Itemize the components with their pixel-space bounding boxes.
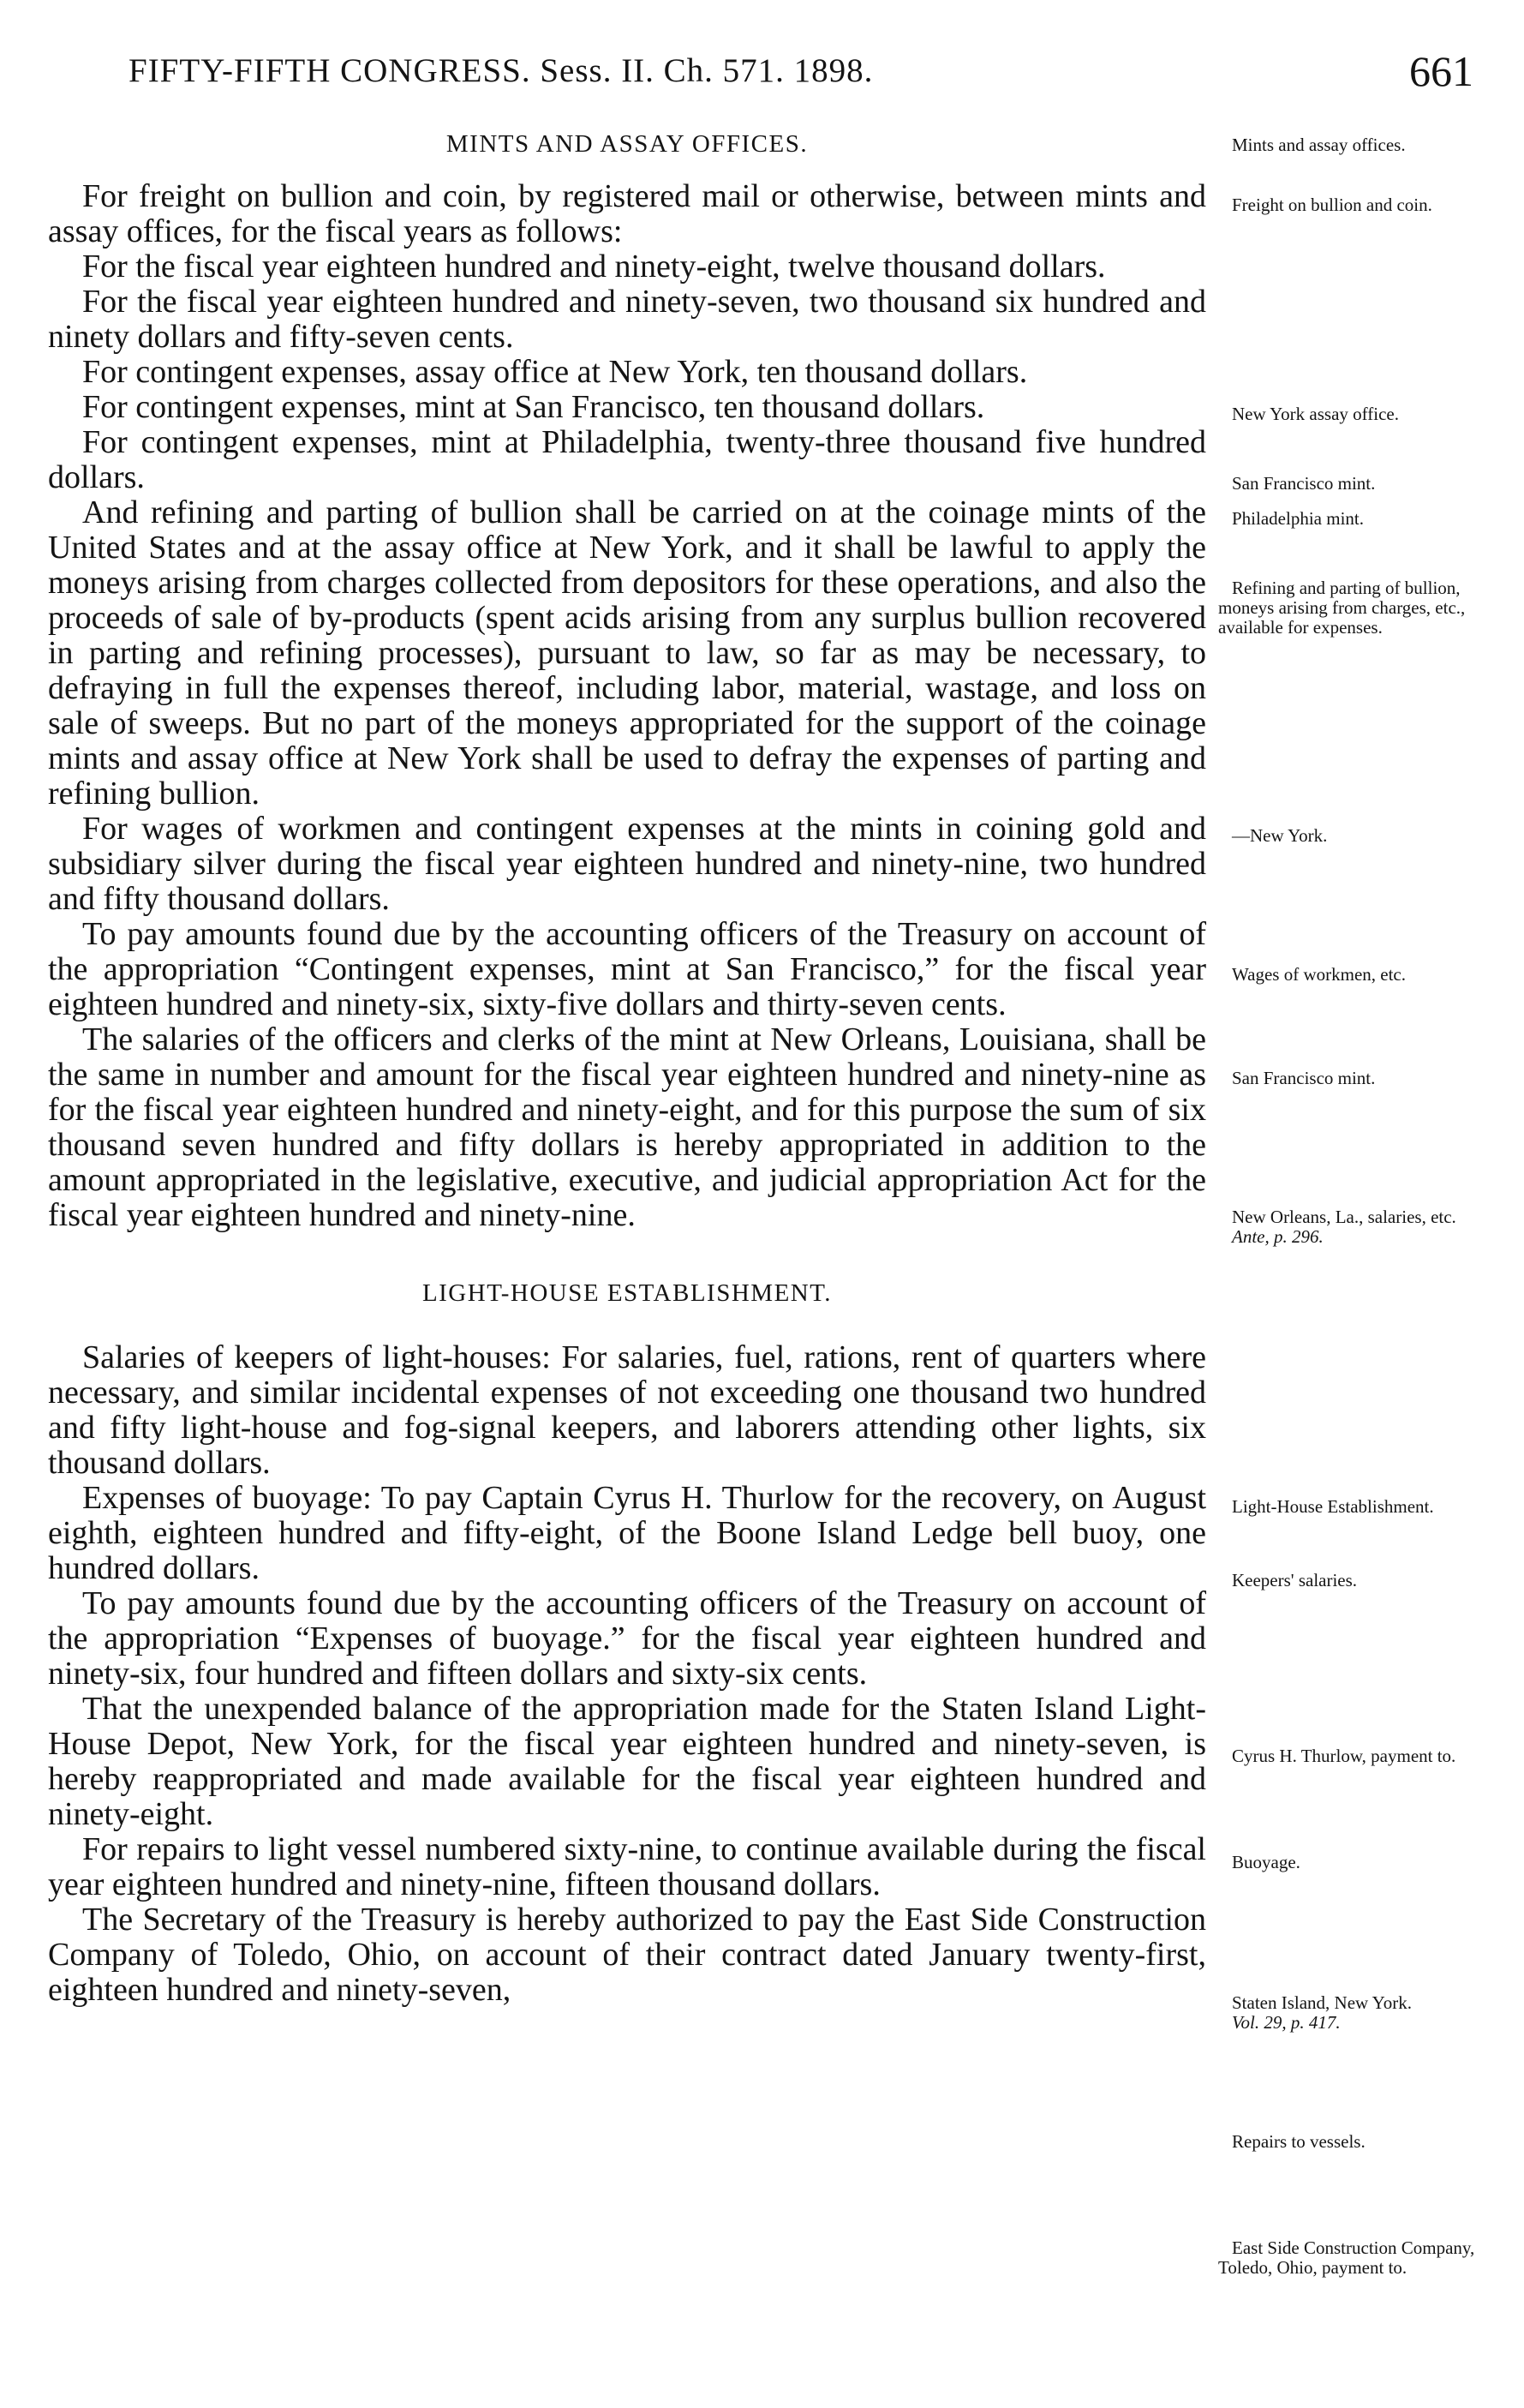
margin-note: Freight on bullion and coin. [1232, 195, 1432, 215]
margin-note: Light-House Establishment. [1232, 1496, 1434, 1517]
margin-note: Repairs to vessels. [1232, 2131, 1366, 2152]
paragraph: To pay amounts found due by the accounting officers of the Treasury on account of the appropriation “Expenses of buoyage.” for the fiscal year eighteen hundred and ninety-six, four hundred and fifteen dollars and sixty-six cents. [48, 1585, 1206, 1692]
paragraph: The salaries of the officers and clerks of the mint at New Orleans, Louisiana, shall be the same in number and amount for the fiscal year eighteen hundred and ninety-nine as for the fiscal year eighteen hundred and ninety-eight, and for this purpose the sum of six thousand seven hundred and fifty dollars is hereby appropriated in addition to the amount appropriated in the legislative, executive, and judicial appropriation Act for the fiscal year eighteen hundred and ninety-nine. [48, 1021, 1206, 1233]
paragraph: For repairs to light vessel numbered sixty-nine, to continue available during the fiscal year eighteen hundred and ninety-nine, fifteen thousand dollars. [48, 1831, 1206, 1902]
main-text-column [48, 132, 1206, 2008]
paragraph: For contingent expenses, mint at Philadelphia, twenty-three thousand five hundred dollars. [48, 424, 1206, 495]
paragraph: For the fiscal year eighteen hundred and ninety-seven, two thousand six hundred and ninety dollars and fifty-seven cents. [48, 284, 1206, 355]
margin-note: New Orleans, La., salaries, etc. Ante, p. 296. [1218, 1207, 1484, 1247]
section-mints-and-assay-offices [48, 132, 1206, 1233]
paragraph: For contingent expenses, mint at San Francisco, ten thousand dollars. [82, 389, 985, 425]
section-heading: LIGHT-HOUSE ESTABLISHMENT. [421, 1279, 833, 1307]
margin-note: Philadelphia mint. [1232, 508, 1364, 529]
margin-note: San Francisco mint. [1232, 473, 1376, 494]
margin-note: Buoyage. [1232, 1852, 1300, 1872]
running-head: FIFTY-FIFTH CONGRESS. Sess. II. Ch. 571. 1898. [128, 52, 874, 89]
margin-note-reference: Ante, p. 296. [1232, 1226, 1324, 1247]
margin-note: New York assay office. [1232, 404, 1399, 424]
paragraph: Expenses of buoyage: To pay Captain Cyrus H. Thurlow for the recovery, on August eighth, eighteen hundred and fifty-eight, of the Boone Island Ledge bell buoy, one hundred dollars. [48, 1480, 1206, 1586]
margin-note: Keepers' salaries. [1232, 1570, 1358, 1590]
paragraph: For contingent expenses, assay office at New York, ten thousand dollars. [82, 354, 1028, 390]
margin-note: San Francisco mint. [1232, 1068, 1376, 1088]
margin-note: Staten Island, New York. Vol. 29, p. 417. [1218, 1993, 1484, 2033]
paragraph: For the fiscal year eighteen hundred and ninety-eight, twelve thousand dollars. [82, 249, 1106, 285]
margin-note: Wages of workmen, etc. [1232, 964, 1406, 985]
paragraph: And refining and parting of bullion shall be carried on at the coinage mints of the United States and at the assay office at New York, and it shall be lawful to apply the moneys arising from charges collected from depositors for these operations, and also the proceeds of sale of by-products (spent acids arising from any surplus bullion recovered in parting and refining processes), pursuant to law, so far as may be necessary, to defraying in full the expenses thereof, including labor, material, wastage, and loss on sale of sweeps. But no part of the moneys appropriated for the support of the coinage mints and assay office at New York shall be used to defray the expenses of parting and refining bullion. [48, 494, 1206, 812]
margin-note: Cyrus H. Thurlow, payment to. [1232, 1746, 1456, 1766]
margin-note-reference: Vol. 29, p. 417. [1232, 2012, 1341, 2033]
section-heading: MINTS AND ASSAY OFFICES. [445, 130, 809, 158]
paragraph: Salaries of keepers of light-houses: For salaries, fuel, rations, rent of quarters where necessary, and similar incidental expenses of not exceeding one thousand two hundred and fifty light-house and fog-signal keepers, and laborers attending other lights, six thousand dollars. [48, 1339, 1206, 1481]
page-number: 661 [1409, 47, 1473, 95]
paragraph: The Secretary of the Treasury is hereby authorized to pay the East Side Construction Company of Toledo, Ohio, on account of their contract dated January twenty-first, eighteen hundred and ninety-seven, [48, 1902, 1206, 2008]
margin-note: Mints and assay offices. [1232, 135, 1406, 155]
paragraph: For wages of workmen and contingent expenses at the mints in coining gold and subsidiary silver during the fiscal year eighteen hundred and ninety-nine, two hundred and fifty thousand dollars. [48, 811, 1206, 917]
margin-note: East Side Construction Company, Toledo, Ohio, payment to. [1218, 2237, 1475, 2278]
margin-notes-column [1218, 0, 1484, 2408]
section-light-house-establishment [48, 1281, 1206, 2008]
paragraph: To pay amounts found due by the accounting officers of the Treasury on account of the appropriation “Contingent expenses, mint at San Francisco,” for the fiscal year eighteen hundred and ninety-six, sixty-five dollars and thirty-seven cents. [48, 916, 1206, 1022]
paragraph: That the unexpended balance of the appropriation made for the Staten Island Light-House Depot, New York, for the fiscal year eighteen hundred and ninety-seven, is hereby reappropriated and made available for the fiscal year eighteen hundred and ninety-eight. [48, 1691, 1206, 1832]
margin-note: Refining and parting of bullion, moneys arising from charges, etc., available for expenses. [1218, 578, 1466, 638]
paragraph: For freight on bullion and coin, by registered mail or otherwise, between mints and assay offices, for the fiscal years as follows: [48, 178, 1206, 249]
margin-note: —New York. [1232, 825, 1328, 846]
